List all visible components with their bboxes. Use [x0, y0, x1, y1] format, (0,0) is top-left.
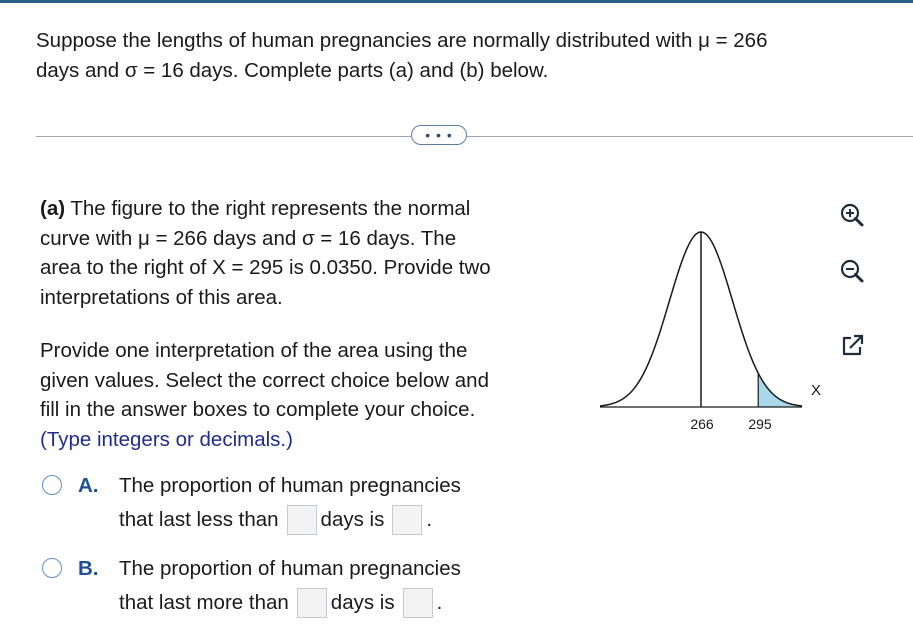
- problem-line-1: Suppose the lengths of human pregnancies are normally distributed with μ = 266: [36, 29, 768, 52]
- popout-icon: [836, 330, 868, 362]
- part-a-text-1: The figure to the right represents the normal: [65, 197, 471, 220]
- mean-tick-label: 266: [690, 416, 714, 432]
- choice-a-letter: A.: [78, 474, 99, 497]
- instruction-hint: (Type integers or decimals.): [40, 427, 293, 451]
- popout-button[interactable]: [836, 330, 868, 362]
- choice-a-line-1: The proportion of human pregnancies: [119, 474, 461, 497]
- expand-more-button[interactable]: • • •: [411, 125, 467, 145]
- zoom-in-button[interactable]: [836, 200, 868, 232]
- zoom-out-icon: [836, 256, 868, 288]
- instruction-text: [40, 336, 580, 454]
- choice-b-line-2: [119, 586, 442, 620]
- instruction-line-3: fill in the answer boxes to complete your choice.: [40, 398, 476, 421]
- choice-a-days-input[interactable]: [287, 505, 317, 535]
- choice-b-prefix: that last more than: [119, 591, 289, 614]
- choice-b-end: .: [436, 591, 443, 614]
- choice-a-line-2: [119, 503, 432, 537]
- instruction-line-2: given values. Select the correct choice below and: [40, 368, 489, 392]
- choice-a-radio[interactable]: [42, 475, 62, 495]
- choice-b-days-input[interactable]: [297, 588, 327, 618]
- zoom-out-button[interactable]: [836, 256, 868, 288]
- zoom-in-icon: [836, 200, 868, 232]
- choice-a-mid: days is: [320, 508, 385, 531]
- choice-b-line-1: The proportion of human pregnancies: [119, 557, 461, 580]
- choice-b-radio[interactable]: [42, 558, 62, 578]
- top-accent-bar: [0, 0, 913, 3]
- choice-b-proportion-input[interactable]: [403, 588, 433, 618]
- instruction-line-1: Provide one interpretation of the area using the: [40, 339, 468, 362]
- part-a-text-2: curve with μ = 266 days and σ = 16 days. The: [40, 226, 457, 250]
- choice-b-letter: B.: [78, 557, 99, 580]
- section-divider: [36, 136, 913, 137]
- x-tick-label: 295: [748, 416, 772, 432]
- choice-a-proportion-input[interactable]: [392, 505, 422, 535]
- choice-a-end: .: [426, 508, 433, 531]
- right-tail-shading: [758, 373, 802, 407]
- normal-curve-figure: [598, 226, 838, 446]
- part-a-prompt: [40, 194, 580, 312]
- choice-a-prefix: that last less than: [119, 508, 279, 531]
- part-a-text-4: interpretations of this area.: [40, 285, 283, 309]
- normal-curve-svg: [598, 226, 838, 446]
- axis-variable-label: X: [810, 382, 822, 399]
- part-a-label: (a): [40, 197, 66, 220]
- problem-statement: [36, 26, 896, 86]
- choice-b-mid: days is: [330, 591, 395, 614]
- part-a-text-3: area to the right of X = 295 is 0.0350. Provide two: [40, 256, 491, 279]
- problem-line-2: days and σ = 16 days. Complete parts (a) and (b) below.: [36, 59, 549, 82]
